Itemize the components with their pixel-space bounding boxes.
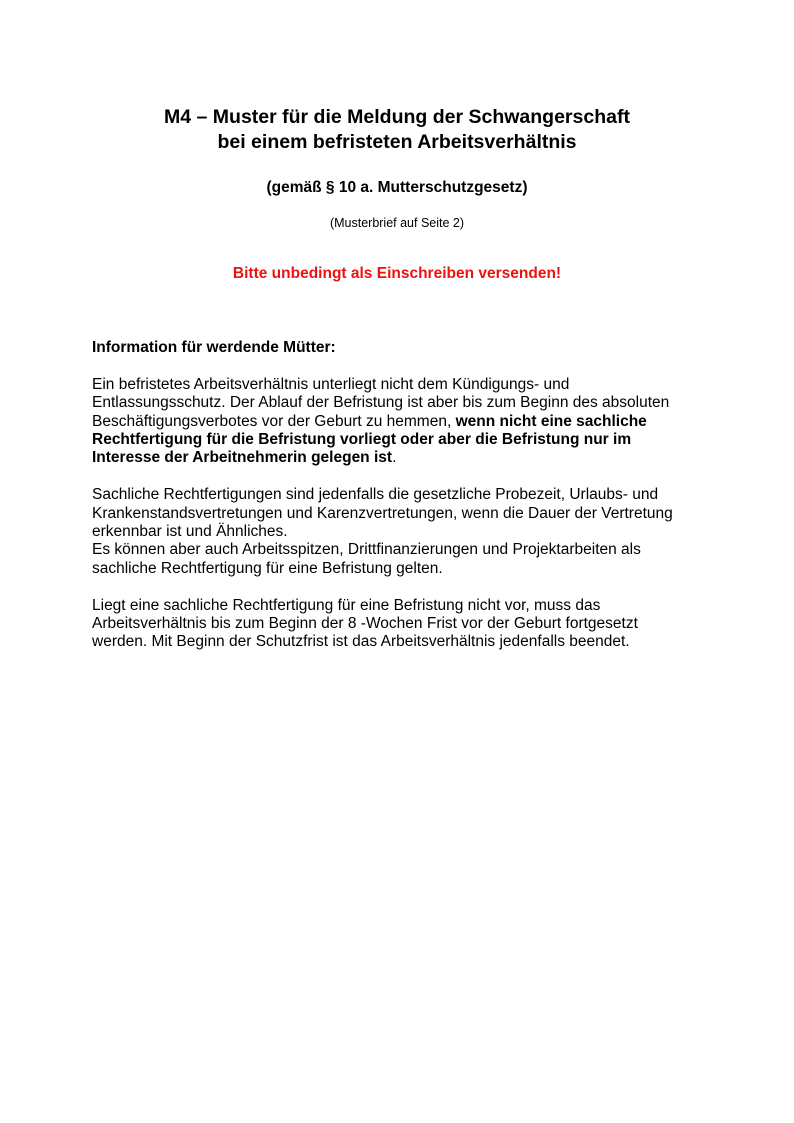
paragraph-line: Es können aber auch Arbeitsspitzen, Drittfinanzierungen und Projektarbeiten als — [92, 541, 641, 559]
paragraph-line: werden. Mit Beginn der Schutzfrist ist das Arbeitsverhältnis jedenfalls beendet. — [92, 633, 630, 651]
paragraph-bold-text: wenn nicht eine sachliche — [455, 412, 647, 430]
paragraph-text: Beschäftigungsverbotes vor der Geburt zu hemmen, — [92, 412, 456, 430]
paragraph-line: Liegt eine sachliche Rechtfertigung für eine Befristung nicht vor, muss das — [92, 596, 601, 614]
paragraph-line — [92, 449, 712, 467]
paragraph-text: . — [392, 449, 397, 467]
paragraph-line: sachliche Rechtfertigung für eine Befristung gelten. — [92, 559, 443, 577]
paragraph-line: Ein befristetes Arbeitsverhältnis unterliegt nicht dem Kündigungs- und — [92, 375, 570, 393]
paragraph-bold-text: Rechtfertigung für die Befristung vorliegt oder aber die Befristung nur im — [92, 431, 632, 449]
title-line-2: bei einem befristeten Arbeitsverhältnis — [217, 131, 577, 153]
paragraph-fixed-term — [92, 376, 712, 468]
paragraph-line: Arbeitsverhältnis bis zum Beginn der 8 -Wochen Frist vor der Geburt fortgesetzt — [92, 615, 638, 633]
paragraph-line: erkennbar ist und Ähnliches. — [92, 523, 288, 541]
paragraph-line: Krankenstandsvertretungen und Karenzvertretungen, wenn die Dauer der Vertretung — [92, 504, 673, 522]
title-line-1: M4 – Muster für die Meldung der Schwangerschaft — [164, 106, 630, 128]
paragraph-line — [92, 431, 712, 449]
registered-mail-warning: Bitte unbedingt als Einschreiben versenden! — [232, 265, 562, 282]
information-section — [92, 339, 712, 670]
paragraph-line: Sachliche Rechtfertigungen sind jedenfalls die gesetzliche Probezeit, Urlaubs- und — [92, 486, 659, 504]
document-title — [0, 105, 794, 155]
paragraph-line: Entlassungsschutz. Der Ablauf der Befristung ist aber bis zum Beginn des absoluten — [92, 394, 670, 412]
paragraph-bold-text: Interesse der Arbeitnehmerin gelegen ist — [92, 449, 393, 467]
document-subtitle: (gemäß § 10 a. Mutterschutzgesetz) — [266, 179, 528, 196]
paragraph-line — [92, 413, 712, 431]
paragraph-justifications — [92, 486, 712, 578]
sample-letter-note: (Musterbrief auf Seite 2) — [329, 216, 465, 230]
paragraph-continuation — [92, 597, 712, 652]
info-heading: Information für werdende Mütter: — [92, 339, 336, 356]
